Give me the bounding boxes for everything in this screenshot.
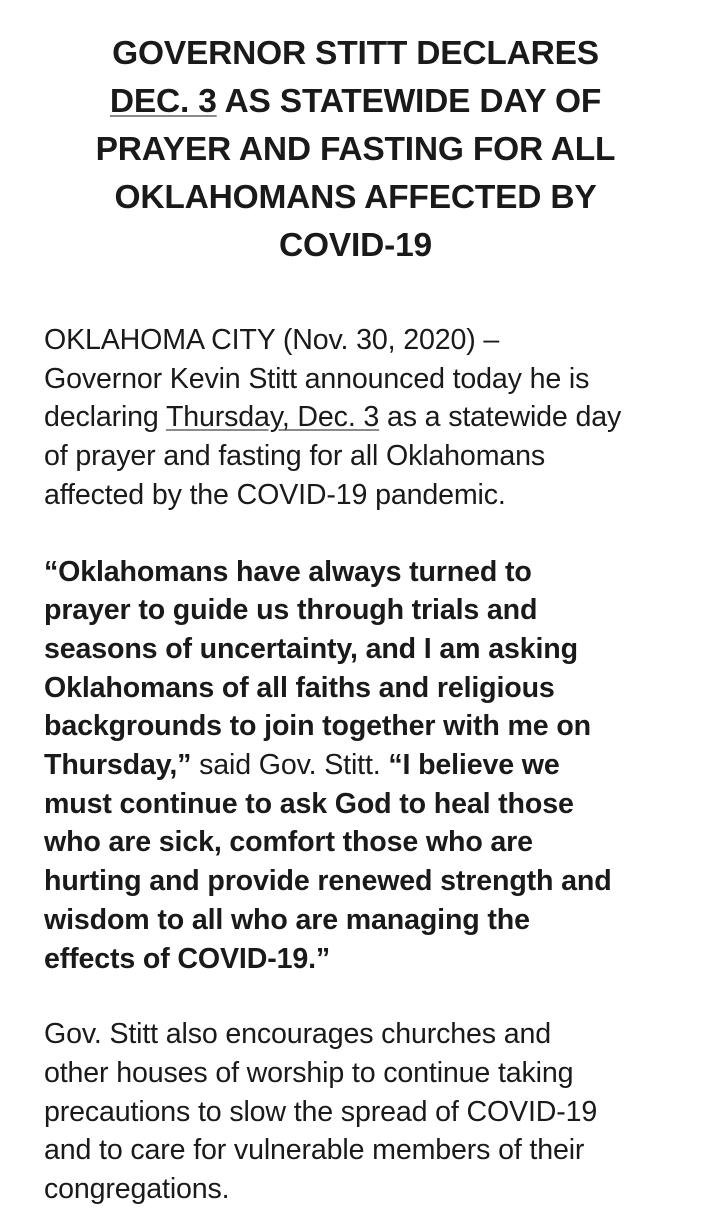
quote-line-8: who are sick, comfort those who are	[44, 826, 533, 859]
closing-line-4: and to care for vulnerable members of their	[44, 1134, 585, 1167]
quote-line-9: hurting and provide renewed strength and	[44, 865, 612, 898]
intro-line-2: Governor Kevin Stitt announced today he is	[44, 362, 590, 395]
headline-line-2-text: AS STATEWIDE DAY OF	[216, 83, 602, 120]
headline-line-3: PRAYER AND FASTING FOR ALL	[95, 131, 616, 168]
closing-line-3: precautions to slow the spread of COVID-19	[44, 1095, 598, 1128]
headline-line-2	[44, 78, 667, 126]
quote-line-6-bold-2: “I believe we	[388, 749, 560, 782]
quote-attribution: said Gov. Stitt.	[191, 749, 389, 782]
quote-paragraph	[44, 553, 667, 979]
quote-line-11: effects of COVID-19.”	[44, 942, 331, 975]
intro-line-3	[44, 398, 667, 437]
quote-line-2: prayer to guide us through trials and	[44, 594, 538, 627]
intro-line-1: OKLAHOMA CITY (Nov. 30, 2020) –	[44, 324, 500, 356]
quote-line-5: backgrounds to join together with me on	[44, 710, 591, 743]
closing-line-1: Gov. Stitt also encourages churches and	[44, 1018, 552, 1051]
quote-line-6	[44, 746, 667, 785]
closing-line-5: congregations.	[44, 1173, 230, 1206]
closing-paragraph	[44, 1015, 667, 1209]
intro-line-3-post: as a statewide day	[379, 401, 622, 434]
headline-line-1: GOVERNOR STITT DECLARES	[112, 35, 599, 72]
quote-line-3: seasons of uncertainty, and I am asking	[44, 632, 578, 665]
quote-line-7: must continue to ask God to heal those	[44, 787, 574, 820]
headline-line-5: COVID-19	[279, 227, 432, 264]
quote-line-4: Oklahomans of all faiths and religious	[44, 671, 555, 704]
headline	[44, 30, 667, 270]
date-link[interactable]: Thursday, Dec. 3	[165, 401, 380, 434]
date-link[interactable]: DEC. 3	[109, 83, 217, 120]
intro-line-5: affected by the COVID-19 pandemic.	[44, 478, 506, 511]
intro-paragraph	[44, 321, 667, 515]
quote-line-6-bold: Thursday,”	[44, 749, 192, 782]
intro-line-4: of prayer and fasting for all Oklahomans	[44, 440, 546, 473]
intro-line-3-pre: declaring	[44, 401, 166, 434]
quote-line-1: “Oklahomans have always turned to	[44, 555, 532, 588]
closing-line-2: other houses of worship to continue taking	[44, 1056, 574, 1089]
quote-line-10: wisdom to all who are managing the	[44, 903, 530, 936]
headline-line-4: OKLAHOMANS AFFECTED BY	[114, 179, 597, 216]
